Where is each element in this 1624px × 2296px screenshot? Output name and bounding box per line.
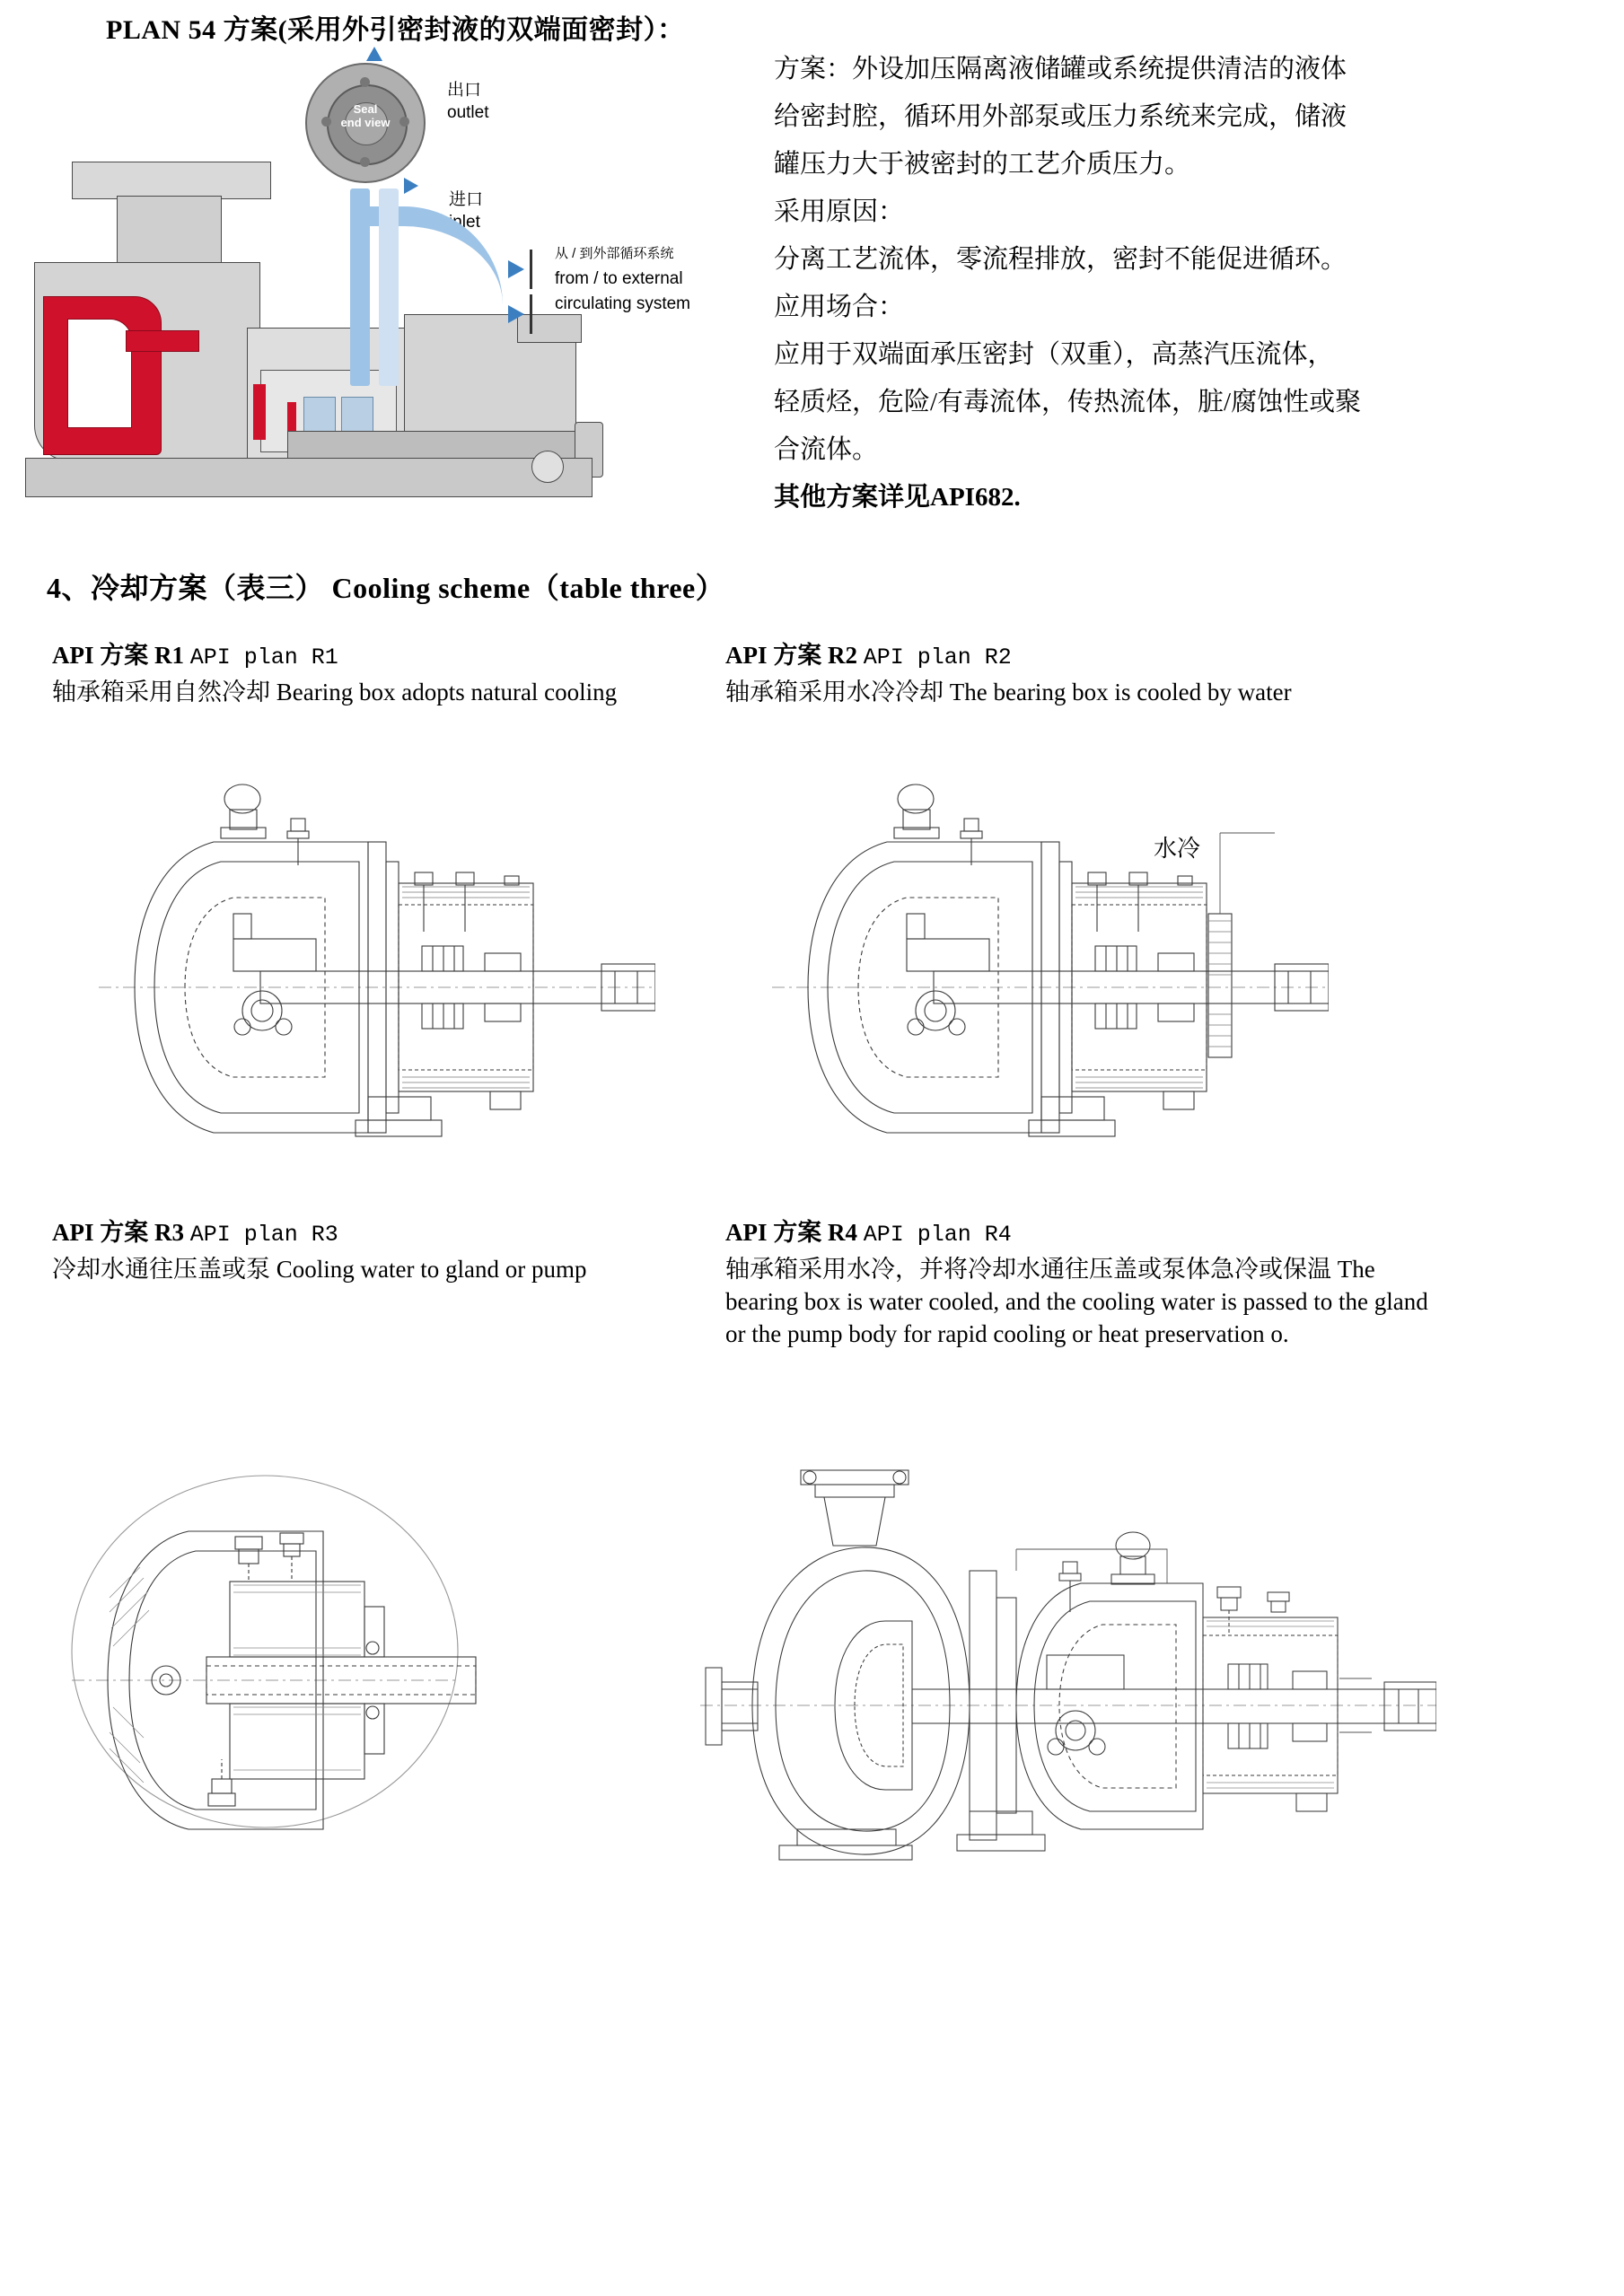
section-4-heading: 4、冷却方案（表三） Cooling scheme（table three）	[47, 572, 725, 604]
plan-r3-title-en: API plan R3	[189, 1222, 338, 1248]
impeller-inner-cavity	[67, 319, 132, 428]
seal-face-primary	[253, 384, 266, 440]
external-label-en-2: circulating system	[555, 294, 690, 313]
water-cooled-box-and-gland-drawing	[700, 1463, 1436, 1867]
plan54-title: PLAN 54 方案(采用外引密封液的双端面密封）：	[106, 15, 685, 45]
plan-r1-drawing	[99, 779, 655, 1161]
plan-r3-block	[52, 1216, 698, 1285]
plan54-text-line: 合流体。	[774, 435, 879, 464]
plan-r3-desc: 冷却水通往压盖或泵 Cooling water to gland or pump	[52, 1256, 587, 1283]
pipe-terminator	[530, 250, 532, 289]
plan54-text-line: 轻质烃，危险/有毒流体，传热流体，脏/腐蚀性或聚	[774, 388, 1362, 416]
water-cooling-callout: 水冷	[1154, 836, 1201, 862]
plan-r1-title-en: API plan R1	[189, 644, 338, 670]
plan54-text-line: 分离工艺流体，零流程排放，密封不能促进循环。	[774, 245, 1347, 274]
plan-r3-drawing	[54, 1463, 503, 1845]
plan-r2-block	[725, 639, 1426, 708]
plan-r2-title-en: API plan R2	[863, 644, 1012, 670]
external-label-cn: 从 / 到外部循环系统	[555, 246, 674, 261]
plan-r4-block	[725, 1216, 1435, 1350]
plan54-text-line: 方案：外设加压隔离液储罐或系统提供清洁的液体	[774, 55, 1347, 83]
bearing-box-natural-cooling-drawing	[99, 779, 655, 1156]
plan-r3-title-cn: API 方案 R3	[52, 1219, 184, 1246]
seal-end-view	[305, 63, 426, 183]
bolt-icon	[321, 117, 331, 127]
circulation-pipe-in	[350, 188, 370, 386]
bearing-box-water-cooled-drawing	[772, 779, 1329, 1156]
plan54-figure	[9, 45, 754, 521]
plan-r1-title	[52, 639, 680, 674]
plan-r4-title-en: API plan R4	[863, 1222, 1012, 1248]
seal-end-view-label: Seal end view	[340, 102, 391, 129]
casing-neck	[117, 196, 222, 269]
outlet-arrow-icon	[366, 47, 382, 61]
inlet-arrow-icon	[404, 178, 418, 194]
plan-r1-desc: 轴承箱采用自然冷却 Bearing box adopts natural cooling	[52, 679, 618, 705]
pump-baseplate	[25, 458, 593, 497]
plan54-text-line: 罐压力大于被密封的工艺介质压力。	[774, 150, 1191, 179]
outlet-label-cn: 出口	[447, 81, 482, 100]
plan54-text-line: 应用于双端面承压密封（双重），高蒸汽压流体，	[774, 340, 1334, 369]
bolt-icon	[360, 77, 370, 87]
plan-r2-drawing	[772, 779, 1329, 1161]
cooling-water-to-gland-drawing	[54, 1463, 503, 1840]
inlet-label-en: inlet	[449, 213, 480, 232]
circulation-pipe-out	[379, 188, 399, 386]
plan-r2-title	[725, 639, 1426, 674]
casing-top-flange	[72, 162, 271, 199]
external-label-en-1: from / to external	[555, 269, 683, 288]
plan-r1-block	[52, 639, 680, 708]
plan54-description	[774, 47, 1528, 522]
outlet-label-en: outlet	[447, 103, 489, 122]
plan-r1-title-cn: API 方案 R1	[52, 642, 184, 669]
impeller-vane	[126, 330, 199, 352]
bolt-icon	[360, 157, 370, 167]
plan-r2-desc: 轴承箱采用水冷冷却 The bearing box is cooled by water	[725, 679, 1292, 705]
flow-arrow-icon	[508, 260, 524, 278]
plan-r4-title-cn: API 方案 R4	[725, 1219, 857, 1246]
external-circulation-label	[555, 241, 690, 317]
pump-cutaway-illustration	[18, 162, 610, 521]
bearing-housing-flange	[517, 314, 582, 343]
pipe-terminator	[530, 294, 532, 334]
plan54-text-line: 给密封腔，循环用外部泵或压力系统来完成，储液	[774, 102, 1347, 131]
outlet-label	[447, 79, 488, 124]
plan54-text-line: 应用场合：	[774, 293, 905, 321]
plan54-text-line: 采用原因：	[774, 197, 905, 226]
plan-r4-title	[725, 1216, 1435, 1251]
bolt-icon	[399, 117, 409, 127]
plan-r4-drawing	[700, 1463, 1436, 1871]
plan54-footnote: 其他方案详见API682.	[774, 483, 1021, 512]
plan-r4-desc: 轴承箱采用水冷，并将冷却水通往压盖或泵体急冷或保温 The bearing box is water cooled, and the cooling water is passed to the gland or the pump body for rapid cooling or heat preservation o.	[725, 1256, 1428, 1347]
support-boss	[531, 451, 564, 483]
inlet-label-cn: 进口	[449, 190, 484, 209]
plan-r3-title	[52, 1216, 698, 1251]
plan-r2-title-cn: API 方案 R2	[725, 642, 857, 669]
flow-arrow-icon	[508, 305, 524, 323]
